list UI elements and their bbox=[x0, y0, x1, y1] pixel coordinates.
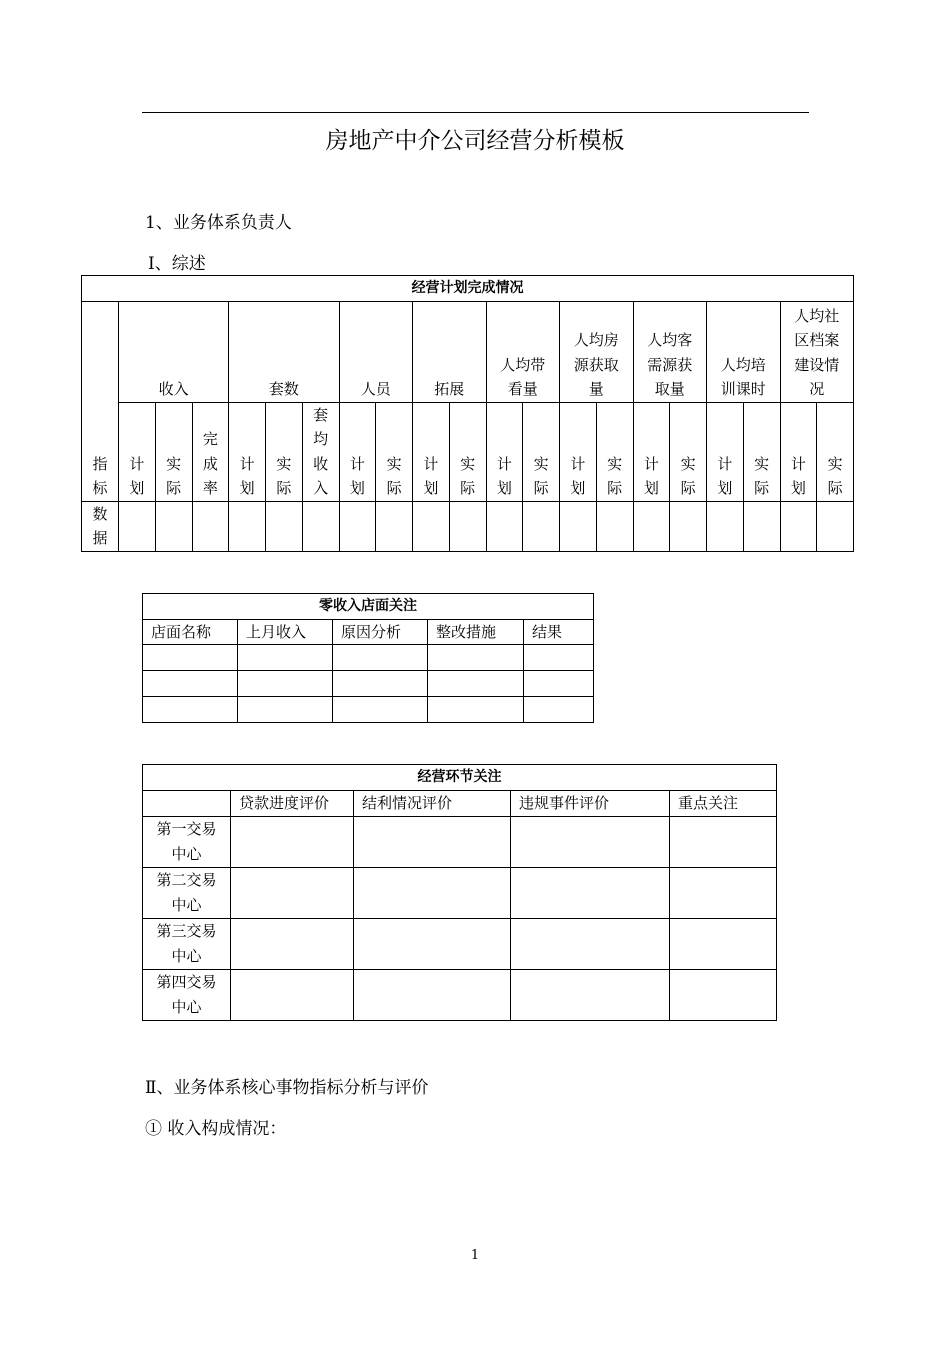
plan-sub-header: 计 划 bbox=[229, 402, 266, 501]
zero-table-cell[interactable] bbox=[428, 645, 524, 671]
zero-table-cell[interactable] bbox=[238, 671, 333, 697]
plan-data-cell[interactable] bbox=[780, 501, 817, 551]
plan-data-cell[interactable] bbox=[119, 501, 156, 551]
plan-sub-header: 计 划 bbox=[780, 402, 817, 501]
link-table-header: 违规事件评价 bbox=[511, 791, 670, 817]
link-table-cell[interactable] bbox=[511, 867, 670, 918]
link-table-cell[interactable] bbox=[511, 816, 670, 867]
plan-sub-header: 计 划 bbox=[707, 402, 744, 501]
zero-table-cell[interactable] bbox=[333, 697, 428, 723]
link-row-label: 第二交易 中心 bbox=[143, 867, 231, 918]
link-table-header: 结利情况评价 bbox=[354, 791, 511, 817]
zero-table-header: 上月收入 bbox=[238, 619, 333, 645]
link-table-header bbox=[143, 791, 231, 817]
zero-table-cell[interactable] bbox=[143, 697, 238, 723]
plan-group-header: 人均房 源获取 量 bbox=[560, 301, 634, 402]
link-table-cell[interactable] bbox=[670, 867, 777, 918]
data-label-cell bbox=[82, 501, 119, 551]
zero-table-caption: 零收入店面关注 bbox=[143, 594, 594, 620]
indicator-label-cell bbox=[82, 301, 119, 501]
plan-data-cell[interactable] bbox=[560, 501, 597, 551]
plan-sub-header: 实 际 bbox=[376, 402, 413, 501]
page-number: 1 bbox=[470, 1248, 480, 1263]
zero-table-cell[interactable] bbox=[524, 671, 594, 697]
link-table-cell[interactable] bbox=[354, 867, 511, 918]
link-table-header: 贷款进度评价 bbox=[231, 791, 354, 817]
plan-sub-header: 计 划 bbox=[633, 402, 670, 501]
zero-table-header: 原因分析 bbox=[333, 619, 428, 645]
link-table-cell[interactable] bbox=[511, 969, 670, 1020]
plan-sub-header: 完 成 率 bbox=[192, 402, 229, 501]
plan-sub-header: 实 际 bbox=[266, 402, 303, 501]
zero-table-cell[interactable] bbox=[428, 671, 524, 697]
plan-sub-header: 实 际 bbox=[523, 402, 560, 501]
plan-data-cell[interactable] bbox=[266, 501, 303, 551]
zero-table-cell[interactable] bbox=[333, 645, 428, 671]
zero-table-cell[interactable] bbox=[143, 645, 238, 671]
link-table-cell[interactable] bbox=[231, 816, 354, 867]
link-row-label: 第三交易 中心 bbox=[143, 918, 231, 969]
zero-table-header: 整改措施 bbox=[428, 619, 524, 645]
header-rule bbox=[142, 112, 809, 113]
plan-sub-header: 实 际 bbox=[449, 402, 486, 501]
zero-table-cell[interactable] bbox=[238, 645, 333, 671]
plan-sub-header: 计 划 bbox=[119, 402, 156, 501]
zero-table-cell[interactable] bbox=[524, 697, 594, 723]
plan-data-cell[interactable] bbox=[670, 501, 707, 551]
section-heading: 1、业务体系负责人 bbox=[145, 213, 292, 233]
link-table-cell[interactable] bbox=[511, 918, 670, 969]
link-table-cell[interactable] bbox=[670, 969, 777, 1020]
plan-data-cell[interactable] bbox=[707, 501, 744, 551]
plan-sub-header: 计 划 bbox=[560, 402, 597, 501]
zero-table-cell[interactable] bbox=[428, 697, 524, 723]
plan-group-header: 人均社 区档案 建设情 况 bbox=[780, 301, 854, 402]
zero-table-cell[interactable] bbox=[524, 645, 594, 671]
link-table-cell[interactable] bbox=[231, 969, 354, 1020]
plan-sub-header: 计 划 bbox=[486, 402, 523, 501]
zero-table-header: 店面名称 bbox=[143, 619, 238, 645]
link-table-cell[interactable] bbox=[354, 918, 511, 969]
plan-sub-header: 实 际 bbox=[817, 402, 854, 501]
page-title: 房地产中介公司经营分析模板 bbox=[325, 128, 625, 154]
plan-data-cell[interactable] bbox=[596, 501, 633, 551]
link-row-label: 第四交易 中心 bbox=[143, 969, 231, 1020]
link-table-cell[interactable] bbox=[231, 867, 354, 918]
link-row-label: 第一交易 中心 bbox=[143, 816, 231, 867]
link-table-cell[interactable] bbox=[354, 816, 511, 867]
business-link-table bbox=[142, 764, 777, 1021]
zero-revenue-table bbox=[142, 593, 594, 723]
zero-table-cell[interactable] bbox=[238, 697, 333, 723]
link-table-cell[interactable] bbox=[670, 816, 777, 867]
plan-data-cell[interactable] bbox=[743, 501, 780, 551]
plan-group-header: 人均培 训课时 bbox=[707, 301, 781, 402]
plan-data-cell[interactable] bbox=[413, 501, 450, 551]
plan-data-cell[interactable] bbox=[817, 501, 854, 551]
data-label: 数 据 bbox=[92, 504, 108, 547]
plan-data-cell[interactable] bbox=[155, 501, 192, 551]
plan-group-header: 收入 bbox=[119, 301, 229, 402]
link-table-cell[interactable] bbox=[231, 918, 354, 969]
plan-completion-table bbox=[81, 275, 854, 552]
plan-group-header: 人均带 看量 bbox=[486, 301, 560, 402]
zero-table-cell[interactable] bbox=[143, 671, 238, 697]
revenue-composition-item: ① 收入构成情况： bbox=[145, 1119, 287, 1139]
indicator-label: 指 标 bbox=[92, 454, 108, 497]
plan-sub-header: 计 划 bbox=[339, 402, 376, 501]
plan-sub-header: 实 际 bbox=[670, 402, 707, 501]
plan-data-cell[interactable] bbox=[633, 501, 670, 551]
plan-sub-header: 实 际 bbox=[596, 402, 633, 501]
zero-table-header: 结果 bbox=[524, 619, 594, 645]
plan-data-cell[interactable] bbox=[192, 501, 229, 551]
link-table-header: 重点关注 bbox=[670, 791, 777, 817]
plan-sub-header: 实 际 bbox=[155, 402, 192, 501]
plan-data-cell[interactable] bbox=[376, 501, 413, 551]
plan-group-header: 人均客 需源获 取量 bbox=[633, 301, 707, 402]
plan-group-header: 拓展 bbox=[413, 301, 487, 402]
plan-data-cell[interactable] bbox=[229, 501, 266, 551]
plan-data-cell[interactable] bbox=[449, 501, 486, 551]
plan-data-cell[interactable] bbox=[486, 501, 523, 551]
link-table-cell[interactable] bbox=[354, 969, 511, 1020]
plan-data-cell[interactable] bbox=[302, 501, 339, 551]
plan-table-caption: 经营计划完成情况 bbox=[82, 276, 854, 302]
zero-table-cell[interactable] bbox=[333, 671, 428, 697]
plan-data-cell[interactable] bbox=[523, 501, 560, 551]
plan-group-header: 套数 bbox=[229, 301, 339, 402]
plan-data-cell[interactable] bbox=[339, 501, 376, 551]
link-table-caption: 经营环节关注 bbox=[143, 765, 777, 791]
plan-sub-header: 套 均 收 入 bbox=[302, 402, 339, 501]
link-table-cell[interactable] bbox=[670, 918, 777, 969]
subsection-core-analysis: Ⅱ、业务体系核心事物指标分析与评价 bbox=[145, 1078, 429, 1098]
plan-sub-header: 计 划 bbox=[413, 402, 450, 501]
subsection-overview: Ⅰ、综述 bbox=[148, 254, 206, 274]
plan-group-header: 人员 bbox=[339, 301, 413, 402]
plan-sub-header: 实 际 bbox=[743, 402, 780, 501]
